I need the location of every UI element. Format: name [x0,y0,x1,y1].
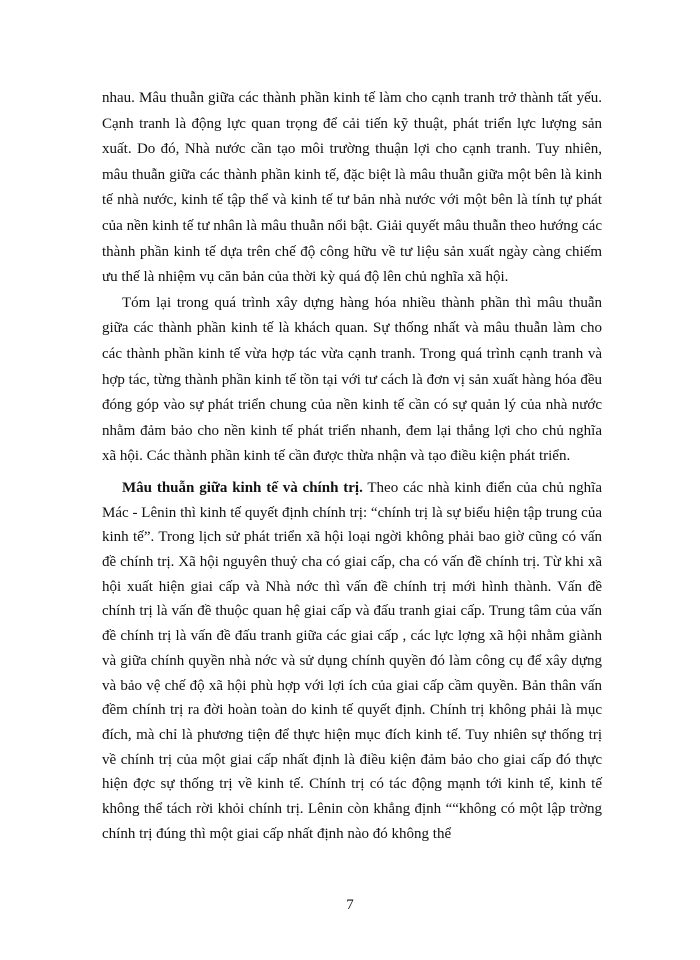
paragraph-1: nhau. Mâu thuẫn giữa các thành phần kinh tế làm cho cạnh tranh trở thành tất yếu. Cạnh tranh là động lực quan trọng để cải tiến kỹ thuật, phát triển lực lượng sản xuất. Do đó, Nhà nước cần tạo môi trường thuận lợi cho cạnh tranh. Tuy nhiên, mâu thuẫn giữa các thành phần kinh tế, đặc biệt là mâu thuẫn giữa một bên là kinh tế nhà nước, kinh tế tập thể và kinh tế tư bản nhà nước với một bên là tính tự phát của nền kinh tế tư nhân là mâu thuẫn nổi bật. Giải quyết mâu thuẫn theo hướng các thành phần kinh tế dựa trên chế độ công hữu về tư liệu sản xuất ngày càng chiếm ưu thế là nhiệm vụ căn bản của thời kỳ quá độ lên chủ nghĩa xã hội. [102,90,602,286]
document-page [102,86,602,846]
section-heading: Mâu thuẫn giữa kinh tế và chính trị. [122,479,363,496]
paragraph-3 [102,476,602,847]
page-number: 7 [346,897,354,913]
paragraph-3-body: Theo các nhà kinh điển của chủ nghĩa Mác - Lênin thì kinh tế quyết định chính trị: “chính trị là sự biểu hiện tập trung của kinh tế”. Trong lịch sử phát triển xã hội loại ngời không phải bao giờ cũng có vấn đề chính trị. Xã hội nguyên thuỷ cha có giai cấp, cha có vấn đề chính trị. Từ khi xã hội xuất hiện giai cấp và Nhà nớc thì vấn đề chính trị mới hình thành. Vấn đề chính trị là vấn đề thuộc quan hệ giai cấp và đấu tranh giai cấp. Trung tâm của vấn đề chính trị là vấn đề đấu tranh giữa các giai cấp , các lực lợng xã hội nhằm giành và giữa chính quyền nhà nớc và sử dụng chính quyền đó làm công cụ để xây dựng và bảo vệ chế độ xã hội phù hợp với lợi ích của giai cấp cầm quyền. Bản thân vấn đềm chính trị ra đời hoàn toàn do kinh tế quyết định. Chính trị không phải là mục đích, mà chỉ là phương tiện để thực hiện mục đích kinh tế. Tuy nhiên sự thống trị về chính trị của một giai cấp nhất định là điều kiện đảm bảo cho giai cấp đó thực hiện đợc sự thống trị về kinh tế. Chính trị có tác động mạnh tới kinh tế, kinh tế không thể tách rời khỏi chính trị. Lênin còn khẳng định ““không có một lập trờng chính trị đúng thì một giai cấp nhất định nào đó không thể [102,479,602,842]
paragraph-2: Tóm lại trong quá trình xây dựng hàng hóa nhiều thành phần thì mâu thuẫn giữa các thành phần kinh tế là khách quan. Sự thống nhất và mâu thuẫn làm cho các thành phần kinh tế vừa hợp tác vừa cạnh tranh. Trong quá trình cạnh tranh và hợp tác, từng thành phần kinh tế tồn tại với tư cách là đơn vị sản xuất hàng hóa đều đóng góp vào sự phát triển chung của nền kinh tế cần có sự quản lý của nhà nước nhằm đảm bảo cho nền kinh tế phát triển nhanh, đem lại thắng lợi cho chủ nghĩa xã hội. Các thành phần kinh tế cần được thừa nhận và tạo điều kiện phát triển. [102,294,602,465]
